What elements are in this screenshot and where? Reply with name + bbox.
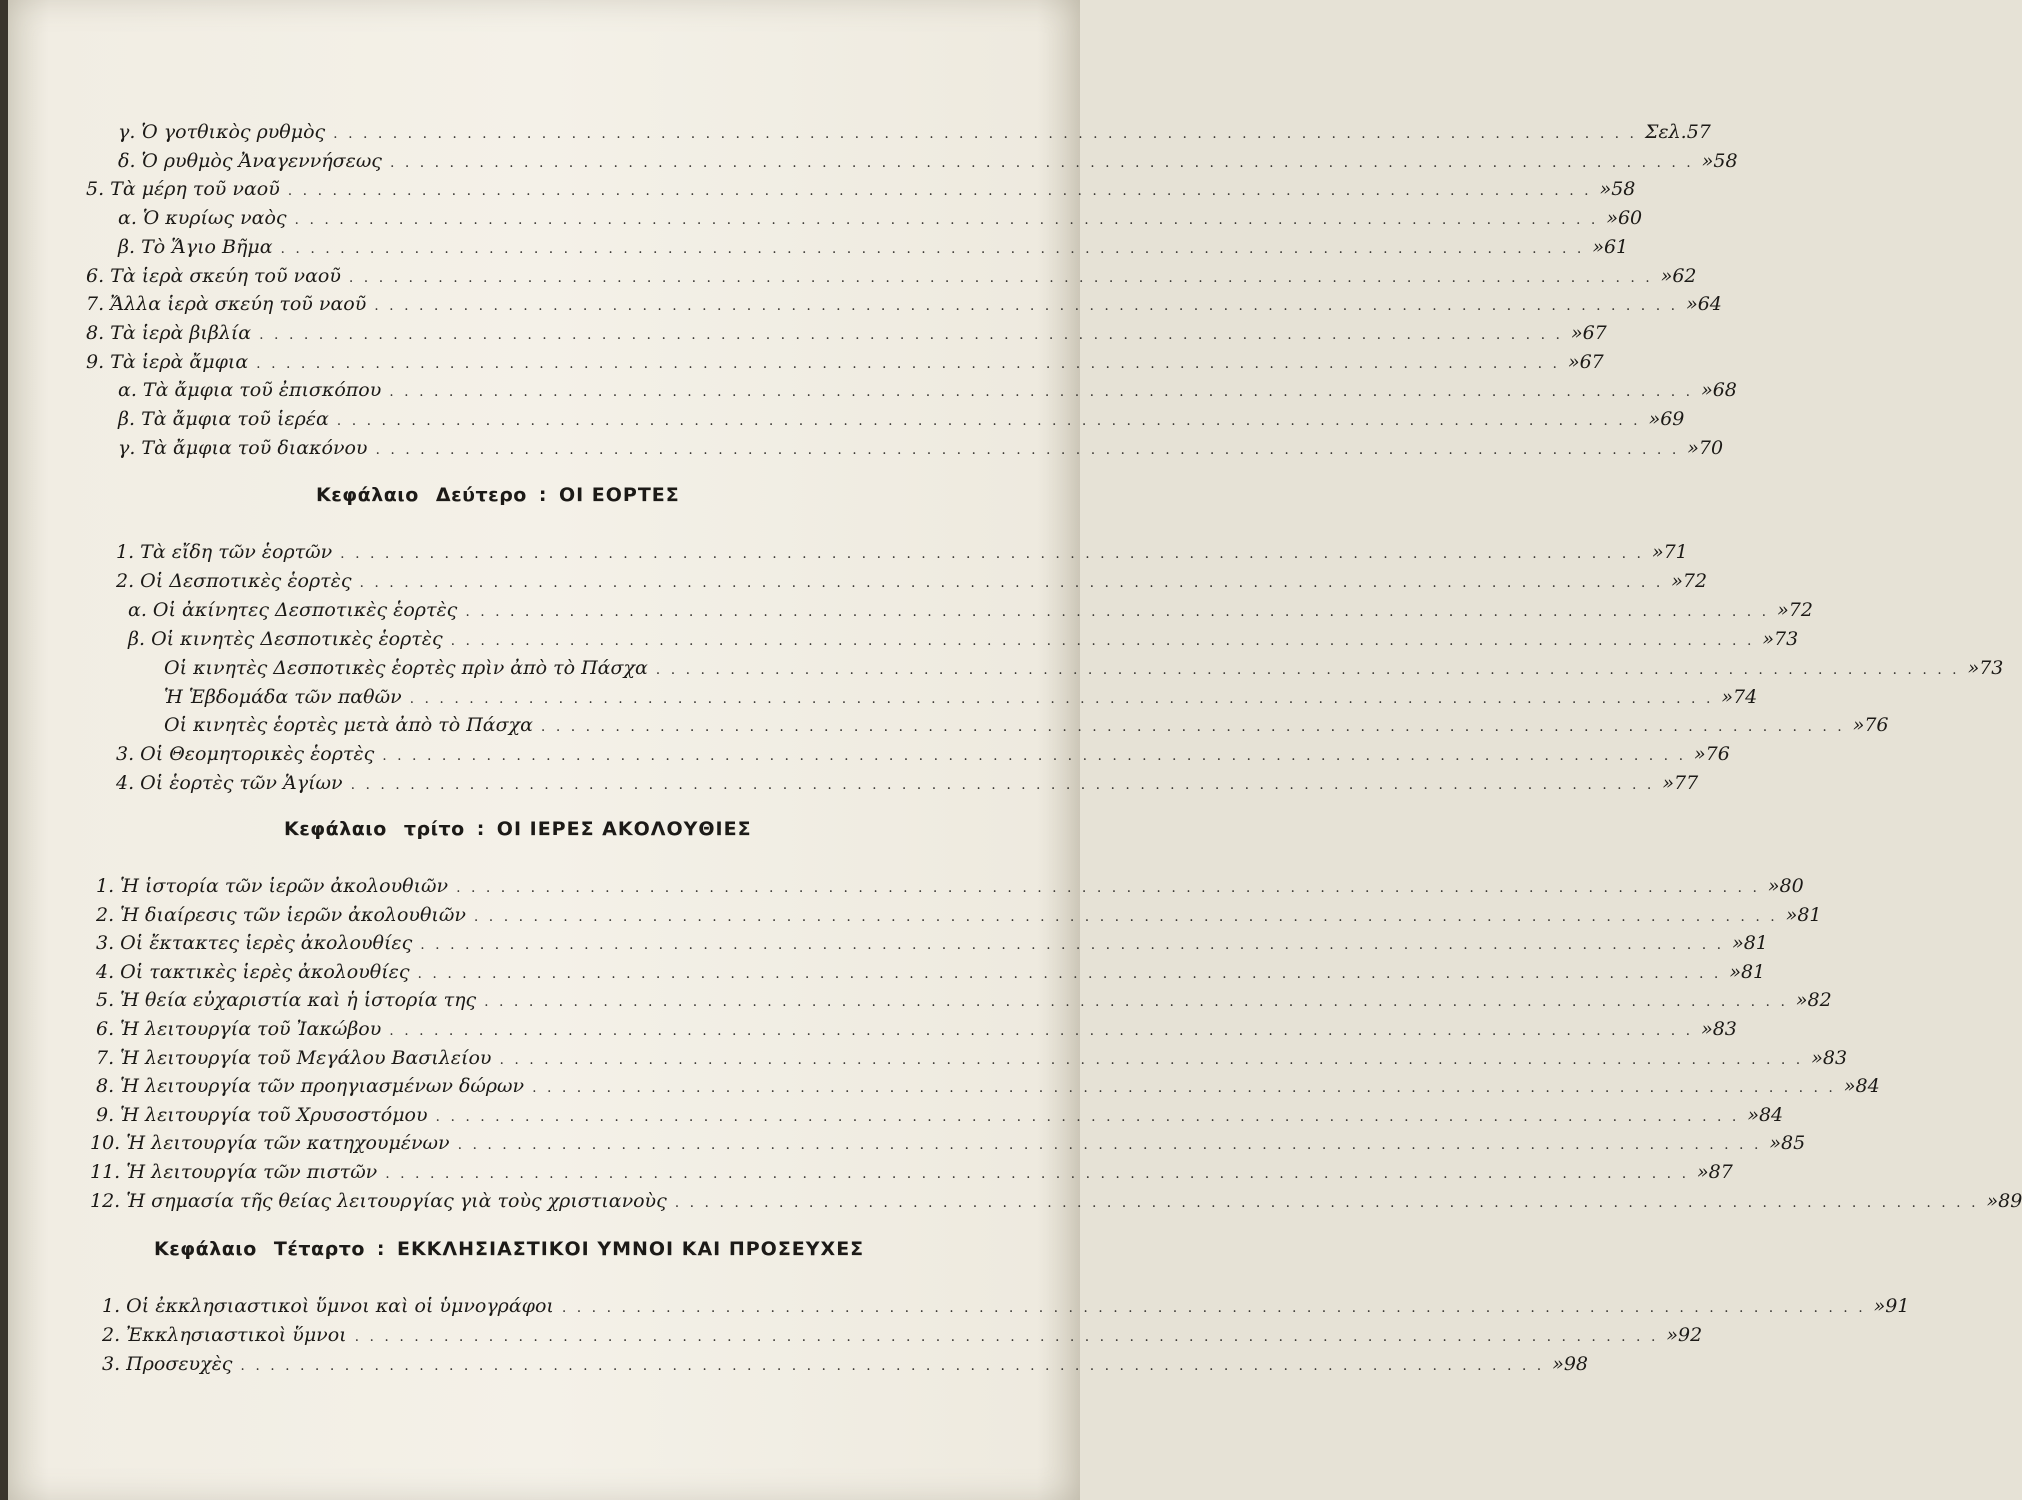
entry-label: δ. Ὁ ρυθμὸς Ἀναγεννήσεως (118, 150, 382, 172)
toc-entry (118, 206, 1643, 232)
dot-leader: . . . . . . . . . . . . . . . . . . . . . . . . . . . . . . . . . . . . . . . . . . . . . . . . . . . . . . . . . . . . . . . . . . . . . . . . . . . . . . . . . . . . . . . . (420, 937, 1725, 953)
page-number: 81 (1797, 904, 1822, 926)
toc-entry (118, 120, 1711, 146)
toc-entry (96, 988, 1832, 1014)
chapter-ordinal: Τέταρτο (273, 1238, 365, 1260)
entry-label: 3. Οἱ Θεομητορικὲς ἑορτὲς (116, 743, 375, 765)
dot-leader: . . . . . . . . . . . . . . . . . . . . . . . . . . . . . . . . . . . . . . . . . . . . . . . . . . . . . . . . . . . . . . . . . . . . . . . . . . . . . . . . . . . . . . . . (456, 880, 1760, 896)
page-marker: » (1967, 657, 1980, 679)
toc-entry (102, 1294, 1910, 1320)
dot-leader: . . . . . . . . . . . . . . . . . . . . . . . . . . . . . . . . . . . . . . . . . . . . . . . . . . . . . . . . . . . . . . . . . . . . . . . . . . . . . . . . . . . . . . . . (655, 662, 1960, 678)
page-marker: » (1732, 932, 1744, 954)
toc-entry (96, 1074, 1880, 1100)
dot-leader: . . . . . . . . . . . . . . . . . . . . . . . . . . . . . . . . . . . . . . . . . . . . . . . . . . . . . . . . . . . . . . . . . . . . . . . . . . . . . . . . . . . . . . . . (359, 575, 1664, 591)
page-number: 77 (1674, 772, 1699, 794)
toc-entry (128, 627, 1799, 653)
heading-separator: : (376, 1238, 385, 1260)
toc-entry (102, 1352, 1589, 1378)
toc-entry (86, 321, 1607, 347)
chapter-word: Κεφάλαιο (316, 484, 419, 506)
page-marker: » (1697, 1161, 1709, 1183)
page-marker: » (1666, 1324, 1679, 1346)
dot-leader: . . . . . . . . . . . . . . . . . . . . . . . . . . . . . . . . . . . . . . . . . . . . . . . . . . . . . . . . . . . . . . . . . . . . . . . . . . . . . . . . . . . . . . . . (417, 966, 1722, 982)
dot-leader: . . . . . . . . . . . . . . . . . . . . . . . . . . . . . . . . . . . . . . . . . . . . . . . . . . . . . . . . . . . . . . . . . . . . . . . . . . . . . . . . . . . . . . . . (240, 1358, 1545, 1374)
toc-entry (96, 903, 1822, 929)
page-marker: » (1701, 150, 1714, 172)
page-number: 98 (1563, 1353, 1589, 1375)
page-marker: » (1599, 178, 1612, 200)
toc-entry (164, 656, 2004, 682)
toc-entry (86, 350, 1604, 376)
page-number: 64 (1697, 293, 1722, 315)
dot-leader: . . . . . . . . . . . . . . . . . . . . . . . . . . . . . . . . . . . . . . . . . . . . . . . . . . . . . . . . . . . . . . . . . . . . . . . . . . . . . . . . . . . . . . . . (457, 1137, 1762, 1153)
dot-leader: . . . . . . . . . . . . . . . . . . . . . . . . . . . . . . . . . . . . . . . . . . . . . . . . . . . . . . . . . . . . . . . . . . . . . . . . . . . . . . . . . . . . . . . . (294, 212, 1599, 228)
toc-entry (116, 569, 1708, 595)
entry-label: β. Οἱ κινητὲς Δεσποτικὲς ἑορτὲς (128, 628, 443, 650)
chapter-4-heading (154, 1238, 864, 1260)
toc-entry (96, 1017, 1737, 1043)
page-number: 84 (1855, 1075, 1880, 1097)
entry-label: 8. Τὰ ἱερὰ βιβλία (86, 322, 252, 344)
entry-label: 1. Τὰ εἴδη τῶν ἑορτῶν (116, 541, 333, 563)
page-marker: » (1747, 1104, 1759, 1126)
chapter-word: Κεφάλαιο (154, 1238, 257, 1260)
chapter-word: Κεφάλαιο (284, 818, 387, 840)
page-number: 61 (1603, 236, 1629, 258)
entry-label: 10. Ἡ λειτουργία τῶν κατηχουμένων (90, 1132, 450, 1154)
page-marker: » (1592, 236, 1604, 258)
page-number: 72 (1682, 570, 1708, 592)
page-marker: » (1729, 961, 1741, 983)
toc-entry (90, 1189, 2022, 1215)
entry-label: 11. Ἡ λειτουργία τῶν πιστῶν (90, 1161, 378, 1183)
page-marker: » (1811, 1047, 1823, 1069)
entry-label: 4. Οἱ τακτικὲς ἱερὲς ἀκολουθίες (96, 961, 410, 983)
toc-entry (164, 685, 1758, 711)
dot-leader: . . . . . . . . . . . . . . . . . . . . . . . . . . . . . . . . . . . . . . . . . . . . . . . . . . . . . . . . . . . . . . . . . . . . . . . . . . . . . . . . . . . . . . . . (389, 1023, 1694, 1039)
entry-label: α. Τὰ ἄμφια τοῦ ἐπισκόπου (118, 379, 382, 401)
page-marker: » (1769, 1132, 1782, 1154)
page-marker: » (1721, 686, 1734, 708)
page-marker: » (1662, 772, 1675, 794)
page-number: 62 (1672, 265, 1697, 287)
entry-label: 3. Προσευχὲς (102, 1353, 233, 1375)
toc-entry (118, 436, 1724, 462)
entry-label: 1. Οἱ ἐκκλησιαστικοὶ ὕμνοι καὶ οἱ ὑμνογράφοι (102, 1295, 554, 1317)
page-number: 84 (1758, 1104, 1784, 1126)
page-number: 81 (1743, 932, 1768, 954)
dot-leader: . . . . . . . . . . . . . . . . . . . . . . . . . . . . . . . . . . . . . . . . . . . . . . . . . . . . . . . . . . . . . . . . . . . . . . . . . . . . . . . . . . . . . . . . (532, 1080, 1836, 1096)
toc-entry (96, 960, 1766, 986)
dot-leader: . . . . . . . . . . . . . . . . . . . . . . . . . . . . . . . . . . . . . . . . . . . . . . . . . . . . . . . . . . . . . . . . . . . . . . . . . . . . . . . . . . . . . . . . (561, 1300, 1866, 1316)
page-number: 91 (1885, 1295, 1910, 1317)
entry-label: 2. Ἐκκλησιαστικοὶ ὕμνοι (102, 1324, 347, 1346)
dot-leader: . . . . . . . . . . . . . . . . . . . . . . . . . . . . . . . . . . . . . . . . . . . . . . . . . . . . . . . . . . . . . . . . . . . . . . . . . . . . . . . . . . . . . . . . (473, 909, 1778, 925)
page-number: 57 (1686, 121, 1711, 143)
page-number: 69 (1660, 408, 1685, 430)
dot-leader: . . . . . . . . . . . . . . . . . . . . . . . . . . . . . . . . . . . . . . . . . . . . . . . . . . . . . . . . . . . . . . . . . . . . . . . . . . . . . . . . . . . . . . . . (465, 604, 1770, 620)
toc-entry (128, 598, 1813, 624)
page-marker: » (1701, 1018, 1713, 1040)
dot-leader: . . . . . . . . . . . . . . . . . . . . . . . . . . . . . . . . . . . . . . . . . . . . . . . . . . . . . . . . . . . . . . . . . . . . . . . . . . . . . . . . . . . . . . . . (385, 1166, 1690, 1182)
page-marker: » (1660, 265, 1673, 287)
page-marker: » (1767, 875, 1780, 897)
entry-label: 5. Τὰ μέρη τοῦ ναοῦ (86, 178, 280, 200)
dot-leader: . . . . . . . . . . . . . . . . . . . . . . . . . . . . . . . . . . . . . . . . . . . . . . . . . . . . . . . . . . . . . . . . . . . . . . . . . . . . . . . . . . . . . . . . (374, 298, 1679, 314)
entry-label: β. Τὸ Ἅγιο Βῆμα (118, 236, 273, 258)
entry-label: 7. Ἡ λειτουργία τοῦ Μεγάλου Βασιλείου (96, 1047, 492, 1069)
entry-label: γ. Τὰ ἄμφια τοῦ διακόνου (118, 437, 368, 459)
page-number: 58 (1713, 150, 1738, 172)
page-number: 89 (1998, 1190, 2022, 1212)
toc-entry (118, 407, 1685, 433)
entry-label: β. Τὰ ἄμφια τοῦ ἱερέα (118, 408, 329, 430)
entry-label: 9. Τὰ ἱερὰ ἄμφια (86, 351, 249, 373)
page-marker: » (1570, 322, 1583, 344)
page-number: 70 (1698, 437, 1724, 459)
page-number: 82 (1807, 989, 1832, 1011)
page-marker: » (1606, 207, 1618, 229)
dot-leader: . . . . . . . . . . . . . . . . . . . . . . . . . . . . . . . . . . . . . . . . . . . . . . . . . . . . . . . . . . . . . . . . . . . . . . . . . . . . . . . . . . . . . . . . (348, 270, 1653, 286)
chapter-3-heading (284, 818, 752, 840)
toc-entry (118, 378, 1737, 404)
entry-label: 9. Ἡ λειτουργία τοῦ Χρυσοστόμου (96, 1104, 428, 1126)
toc-entry (90, 1160, 1733, 1186)
dot-leader: . . . . . . . . . . . . . . . . . . . . . . . . . . . . . . . . . . . . . . . . . . . . . . . . . . . . . . . . . . . . . . . . . . . . . . . . . . . . . . . . . . . . . . . . (340, 546, 1644, 562)
page-number: 85 (1781, 1132, 1806, 1154)
dot-leader: . . . . . . . . . . . . . . . . . . . . . . . . . . . . . . . . . . . . . . . . . . . . . . . . . . . . . . . . . . . . . . . . . . . . . . . . . . . . . . . . . . . . . . . . (259, 327, 1563, 343)
dot-leader: . . . . . . . . . . . . . . . . . . . . . . . . . . . . . . . . . . . . . . . . . . . . . . . . . . . . . . . . . . . . . . . . . . . . . . . . . . . . . . . . . . . . . . . . (375, 442, 1680, 458)
dot-leader: . . . . . . . . . . . . . . . . . . . . . . . . . . . . . . . . . . . . . . . . . . . . . . . . . . . . . . . . . . . . . . . . . . . . . . . . . . . . . . . . . . . . . . . . (287, 183, 1592, 199)
page-marker: » (1671, 570, 1683, 592)
page-number: 71 (1663, 541, 1688, 563)
dot-leader: . . . . . . . . . . . . . . . . . . . . . . . . . . . . . . . . . . . . . . . . . . . . . . . . . . . . . . . . . . . . . . . . . . . . . . . . . . . . . . . . . . . . . . . . (256, 356, 1560, 372)
page-number: 67 (1579, 351, 1604, 373)
page-number: 76 (1864, 714, 1889, 736)
page-marker: » (1795, 989, 1808, 1011)
entry-label: 12. Ἡ σημασία τῆς θείας λειτουργίας γιὰ τοὺς χριστιανοὺς (90, 1190, 667, 1212)
dot-leader: . . . . . . . . . . . . . . . . . . . . . . . . . . . . . . . . . . . . . . . . . . . . . . . . . . . . . . . . . . . . . . . . . . . . . . . . . . . . . . . . . . . . . . . . (499, 1052, 1804, 1068)
entry-label: 2. Ἡ διαίρεσις τῶν ἱερῶν ἀκολουθιῶν (96, 904, 466, 926)
toc-entry (102, 1323, 1703, 1349)
dot-leader: . . . . . . . . . . . . . . . . . . . . . . . . . . . . . . . . . . . . . . . . . . . . . . . . . . . . . . . . . . . . . . . . . . . . . . . . . . . . . . . . . . . . . . . . (389, 384, 1694, 400)
page-marker: » (1873, 1295, 1886, 1317)
dot-leader: . . . . . . . . . . . . . . . . . . . . . . . . . . . . . . . . . . . . . . . . . . . . . . . . . . . . . . . . . . . . . . . . . . . . . . . . . . . . . . . . . . . . . . . . (333, 126, 1637, 142)
dot-leader: . . . . . . . . . . . . . . . . . . . . . . . . . . . . . . . . . . . . . . . . . . . . . . . . . . . . . . . . . . . . . . . . . . . . . . . . . . . . . . . . . . . . . . . . (409, 691, 1714, 707)
entry-label: 2. Οἱ Δεσποτικὲς ἑορτὲς (116, 570, 352, 592)
heading-separator: : (538, 484, 547, 506)
toc-entry (96, 931, 1768, 957)
dot-leader: . . . . . . . . . . . . . . . . . . . . . . . . . . . . . . . . . . . . . . . . . . . . . . . . . . . . . . . . . . . . . . . . . . . . . . . . . . . . . . . . . . . . . . . . (540, 719, 1845, 735)
entry-label: Ἡ Ἑβδομάδα τῶν παθῶν (164, 686, 402, 708)
page-marker: » (1686, 293, 1698, 315)
chapter-ordinal: Δεύτερο (435, 484, 527, 506)
page-marker: » (1852, 714, 1865, 736)
entry-label: 3. Οἱ ἔκτακτες ἱερὲς ἀκολουθίες (96, 932, 413, 954)
page-number: 80 (1779, 875, 1804, 897)
dot-leader: . . . . . . . . . . . . . . . . . . . . . . . . . . . . . . . . . . . . . . . . . . . . . . . . . . . . . . . . . . . . . . . . . . . . . . . . . . . . . . . . . . . . . . . . (336, 413, 1641, 429)
chapter-title: ΟΙ ΕΟΡΤΕΣ (558, 484, 680, 506)
entry-label: 8. Ἡ λειτουργία τῶν προηγιασμένων δώρων (96, 1075, 525, 1097)
dot-leader: . . . . . . . . . . . . . . . . . . . . . . . . . . . . . . . . . . . . . . . . . . . . . . . . . . . . . . . . . . . . . . . . . . . . . . . . . . . . . . . . . . . . . . . . (450, 633, 1755, 649)
page-marker: » (1986, 1190, 1999, 1212)
toc-entry (118, 235, 1629, 261)
entry-label: 6. Τὰ ἱερὰ σκεύη τοῦ ναοῦ (86, 265, 341, 287)
page-marker: Σελ. (1644, 121, 1687, 143)
entry-label: γ. Ὁ γοτθικὸς ρυθμὸς (118, 121, 326, 143)
heading-separator: : (476, 818, 485, 840)
page-number: 83 (1712, 1018, 1737, 1040)
entry-label: α. Οἱ ἀκίνητες Δεσποτικὲς ἑορτὲς (128, 599, 458, 621)
page-number: 87 (1708, 1161, 1733, 1183)
toc-entry (116, 540, 1688, 566)
chapter-ordinal: τρίτο (403, 818, 465, 840)
dot-leader: . . . . . . . . . . . . . . . . . . . . . . . . . . . . . . . . . . . . . . . . . . . . . . . . . . . . . . . . . . . . . . . . . . . . . . . . . . . . . . . . . . . . . . . . (674, 1195, 1979, 1211)
page-marker: » (1777, 599, 1789, 621)
page-number: 72 (1788, 599, 1813, 621)
chapter-title: ΕΚΚΛΗΣΙΑΣΤΙΚΟΙ ΥΜΝΟΙ ΚΑΙ ΠΡΟΣΕΥΧΕΣ (396, 1238, 865, 1260)
toc-entry (116, 742, 1730, 768)
dot-leader: . . . . . . . . . . . . . . . . . . . . . . . . . . . . . . . . . . . . . . . . . . . . . . . . . . . . . . . . . . . . . . . . . . . . . . . . . . . . . . . . . . . . . . . . (382, 748, 1687, 764)
entry-label: 4. Οἱ ἑορτὲς τῶν Ἁγίων (116, 772, 343, 794)
page-marker: » (1552, 1353, 1564, 1375)
dot-leader: . . . . . . . . . . . . . . . . . . . . . . . . . . . . . . . . . . . . . . . . . . . . . . . . . . . . . . . . . . . . . . . . . . . . . . . . . . . . . . . . . . . . . . . . (280, 241, 1585, 257)
toc-entry (90, 1131, 1806, 1157)
toc-entry (164, 713, 1889, 739)
entry-label: Οἱ κινητὲς Δεσποτικὲς ἑορτὲς πρὶν ἀπὸ τὸ Πάσχα (164, 657, 648, 679)
toc-entry (86, 177, 1636, 203)
page-number: 67 (1582, 322, 1607, 344)
page-number: 74 (1733, 686, 1758, 708)
dot-leader: . . . . . . . . . . . . . . . . . . . . . . . . . . . . . . . . . . . . . . . . . . . . . . . . . . . . . . . . . . . . . . . . . . . . . . . . . . . . . . . . . . . . . . . . (389, 155, 1694, 171)
toc-entry (86, 292, 1722, 318)
toc-entry (96, 1046, 1848, 1072)
page-number: 73 (1774, 628, 1799, 650)
dot-leader: . . . . . . . . . . . . . . . . . . . . . . . . . . . . . . . . . . . . . . . . . . . . . . . . . . . . . . . . . . . . . . . . . . . . . . . . . . . . . . . . . . . . . . . . (350, 777, 1655, 793)
page-number: 68 (1712, 379, 1737, 401)
page-marker: » (1701, 379, 1713, 401)
page-marker: » (1694, 743, 1706, 765)
page-marker: » (1648, 408, 1661, 430)
chapter-2-heading (316, 484, 680, 506)
page-marker: » (1785, 904, 1798, 926)
entry-label: α. Ὁ κυρίως ναὸς (118, 207, 287, 229)
dot-leader: . . . . . . . . . . . . . . . . . . . . . . . . . . . . . . . . . . . . . . . . . . . . . . . . . . . . . . . . . . . . . . . . . . . . . . . . . . . . . . . . . . . . . . . . (484, 994, 1788, 1010)
dot-leader: . . . . . . . . . . . . . . . . . . . . . . . . . . . . . . . . . . . . . . . . . . . . . . . . . . . . . . . . . . . . . . . . . . . . . . . . . . . . . . . . . . . . . . . . (354, 1329, 1659, 1345)
page-number: 76 (1705, 743, 1730, 765)
entry-label: 6. Ἡ λειτουργία τοῦ Ἰακώβου (96, 1018, 382, 1040)
page-number: 83 (1822, 1047, 1848, 1069)
dot-leader: . . . . . . . . . . . . . . . . . . . . . . . . . . . . . . . . . . . . . . . . . . . . . . . . . . . . . . . . . . . . . . . . . . . . . . . . . . . . . . . . . . . . . . . . (435, 1109, 1740, 1125)
entry-label: 5. Ἡ θεία εὐχαριστία καὶ ἡ ἱστορία της (96, 989, 477, 1011)
page-marker: » (1687, 437, 1699, 459)
page-marker: » (1651, 541, 1664, 563)
entry-label: Οἱ κινητὲς ἑορτὲς μετὰ ἀπὸ τὸ Πάσχα (164, 714, 533, 736)
page-marker: » (1843, 1075, 1856, 1097)
page-number: 60 (1617, 207, 1643, 229)
entry-label: 7. Ἄλλα ἱερὰ σκεύη τοῦ ναοῦ (86, 293, 367, 315)
toc-entry (96, 1103, 1784, 1129)
toc-entry (116, 771, 1699, 797)
page-marker: » (1762, 628, 1775, 650)
page-number: 81 (1740, 961, 1766, 983)
chapter-title: ΟΙ ΙΕΡΕΣ ΑΚΟΛΟΥΘΙΕΣ (496, 818, 752, 840)
page-number: 92 (1678, 1324, 1703, 1346)
page-number: 58 (1611, 178, 1636, 200)
page-number: 73 (1979, 657, 2004, 679)
page-marker: » (1567, 351, 1580, 373)
toc-entry (118, 149, 1738, 175)
toc-entry (86, 264, 1697, 290)
entry-label: 1. Ἡ ἱστορία τῶν ἱερῶν ἀκολουθιῶν (96, 875, 449, 897)
toc-entry (96, 874, 1804, 900)
